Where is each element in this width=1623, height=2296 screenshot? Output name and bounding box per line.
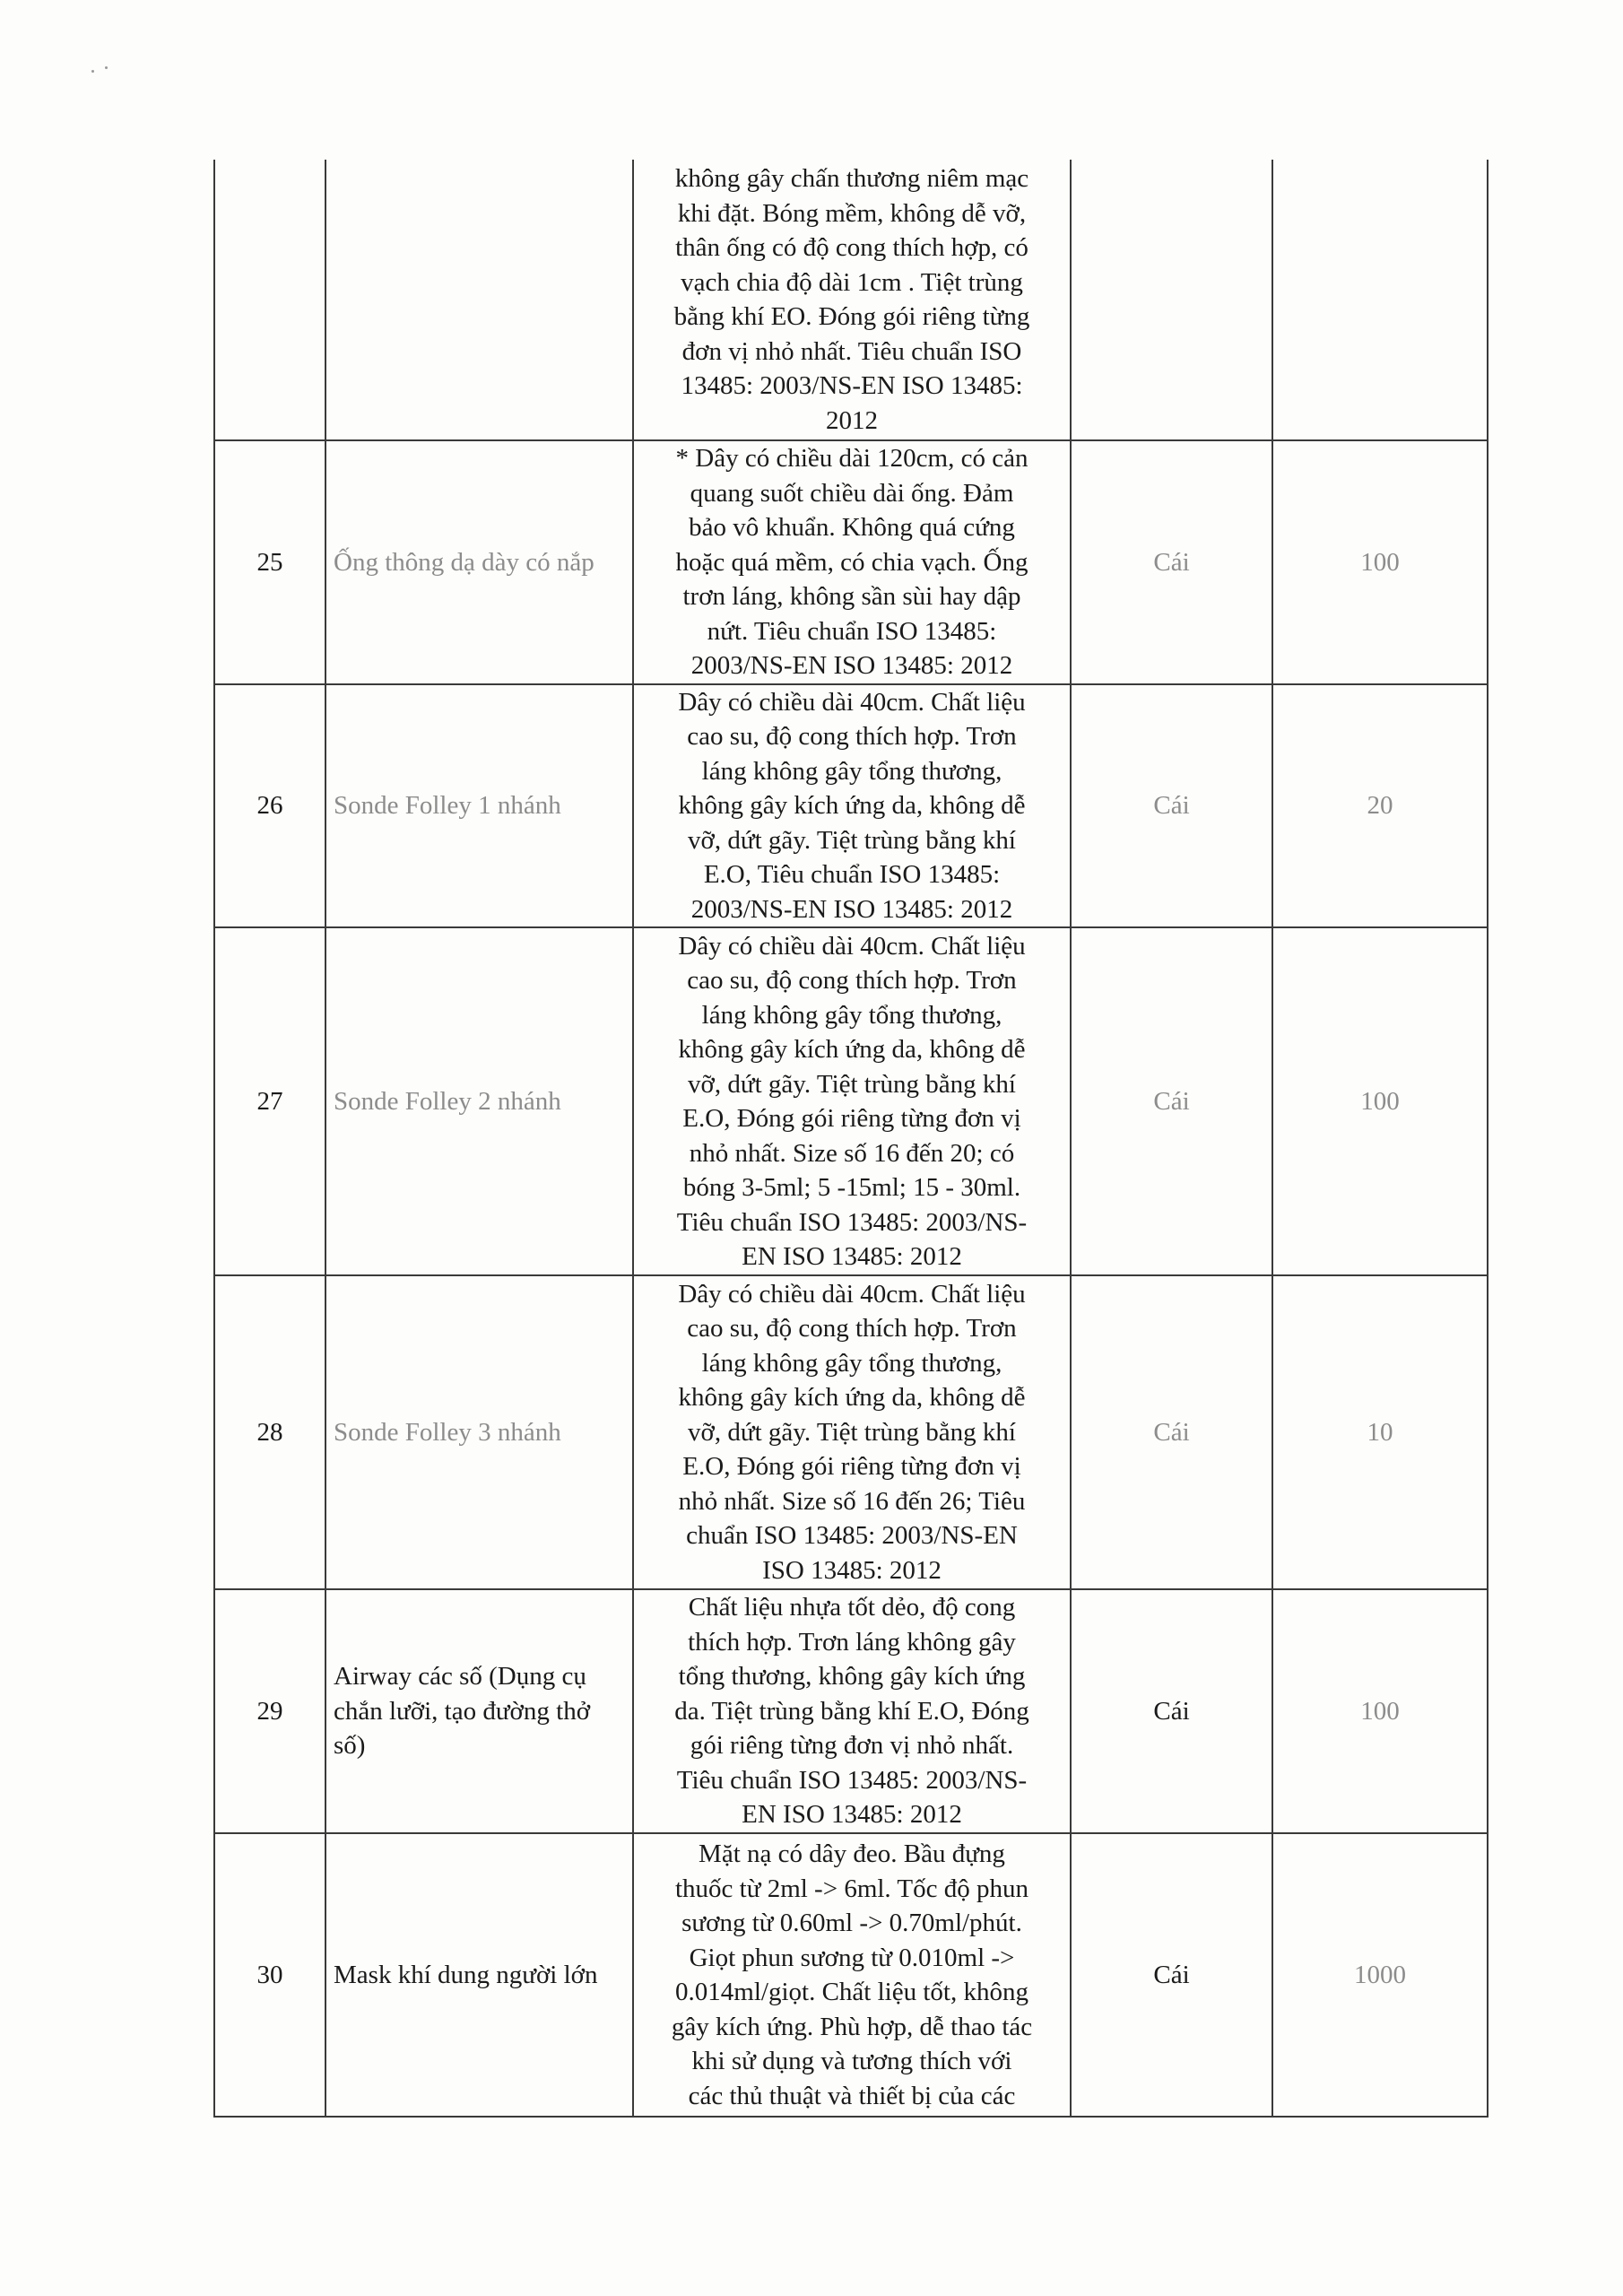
description-line: Dây có chiều dài 40cm. Chất liệu <box>678 931 1026 961</box>
row-number: 28 <box>214 1275 325 1589</box>
description-line: thích hợp. Trơn láng không gây <box>688 1627 1016 1657</box>
description-line: cao su, độ cong thích hợp. Trơn <box>687 1314 1017 1344</box>
description-line: ISO 13485: 2012 <box>762 1555 942 1585</box>
description-line: thân ống có độ cong thích hợp, có <box>675 233 1028 262</box>
table-row <box>214 927 1488 1275</box>
description-line: Dây có chiều dài 40cm. Chất liệu <box>678 1279 1026 1309</box>
description-line: đơn vị nhỏ nhất. Tiêu chuẩn ISO <box>681 336 1022 366</box>
description-line: nhỏ nhất. Size số 16 đến 26; Tiêu <box>678 1486 1026 1516</box>
row-number: 27 <box>214 927 325 1275</box>
unit-cell: Cái <box>1071 1275 1272 1589</box>
description-line: da. Tiệt trùng bằng khí E.O, Đóng <box>674 1696 1029 1726</box>
description-line: khi đặt. Bóng mềm, không dễ vỡ, <box>677 198 1027 228</box>
quantity-cell: 10 <box>1272 1275 1488 1589</box>
description-line: hoặc quá mềm, có chia vạch. Ống <box>675 547 1028 577</box>
quantity-cell: 20 <box>1272 684 1488 928</box>
unit-cell: Cái <box>1071 440 1272 684</box>
description-line: bóng 3-5ml; 5 -15ml; 15 - 30ml. <box>682 1173 1021 1202</box>
item-description <box>633 927 1071 1275</box>
description-line: láng không gây tổng thương, <box>701 756 1002 786</box>
description-line: E.O, Tiêu chuẩn ISO 13485: <box>703 860 1001 889</box>
description-line: cao su, độ cong thích hợp. Trơn <box>687 966 1017 995</box>
description-line: 0.014ml/giọt. Chất liệu tốt, không <box>675 1978 1028 2006</box>
item-name: Sonde Folley 2 nhánh <box>325 927 633 1275</box>
description-line: trơn láng, không sần sùi hay dập <box>682 582 1021 611</box>
item-name: Airway các số (Dụng cụ chắn lưỡi, tạo đường thở số) <box>325 1589 633 1833</box>
description-line: không gây chấn thương niêm mạc <box>674 164 1029 193</box>
description-line: không gây kích ứng da, không dễ <box>678 1383 1026 1413</box>
table-row <box>214 440 1488 684</box>
row-number: 25 <box>214 440 325 684</box>
table-row <box>214 160 1488 440</box>
quantity-cell: 100 <box>1272 927 1488 1275</box>
description-line: tổng thương, không gây kích ứng <box>678 1662 1026 1692</box>
row-number: 26 <box>214 684 325 928</box>
description-line: EN ISO 13485: 2012 <box>742 1800 962 1830</box>
description-line: Tiêu chuẩn ISO 13485: 2003/NS- <box>676 1765 1028 1795</box>
description-line: quang suốt chiều dài ống. Đảm <box>690 478 1014 508</box>
description-line: Dây có chiều dài 40cm. Chất liệu <box>678 687 1026 717</box>
table-row <box>214 684 1488 928</box>
row-number: 30 <box>214 1833 325 2117</box>
description-line: 2003/NS-EN ISO 13485: 2012 <box>690 651 1013 680</box>
unit-cell <box>1071 160 1272 440</box>
quantity-cell: 100 <box>1272 440 1488 684</box>
quantity-cell: 1000 <box>1272 1833 1488 2117</box>
description-line: chuẩn ISO 13485: 2003/NS-EN <box>686 1521 1018 1551</box>
description-line: Giọt phun sương từ 0.010ml -> <box>689 1943 1015 1972</box>
description-line: láng không gây tổng thương, <box>701 1348 1002 1378</box>
item-description <box>633 1833 1071 2117</box>
row-number: 29 <box>214 1589 325 1833</box>
description-line: bảo vô khuẩn. Không quá cứng <box>689 513 1015 542</box>
description-line: các thủ thuật và thiết bị của các <box>688 2081 1016 2110</box>
item-name: Mask khí dung người lớn <box>325 1833 633 2117</box>
description-line: Tiêu chuẩn ISO 13485: 2003/NS- <box>676 1207 1028 1237</box>
scan-speck <box>105 66 108 69</box>
quantity-cell: 100 <box>1272 1589 1488 1833</box>
description-line: Mặt nạ có dây đeo. Bầu đựng <box>699 1839 1005 1868</box>
description-line: thuốc từ 2ml -> 6ml. Tốc độ phun <box>674 1874 1028 1903</box>
description-line: gây kích ứng. Phù hợp, dễ thao tác <box>671 2012 1033 2041</box>
description-line: nhỏ nhất. Size số 16 đến 20; có <box>689 1138 1015 1168</box>
item-name <box>325 160 633 440</box>
unit-cell: Cái <box>1071 927 1272 1275</box>
description-line: E.O, Đóng gói riêng từng đơn vị <box>682 1452 1021 1482</box>
description-line: 2003/NS-EN ISO 13485: 2012 <box>690 894 1013 924</box>
description-line: vỡ, dứt gãy. Tiệt trùng bằng khí <box>688 1069 1016 1099</box>
description-line: không gây kích ứng da, không dễ <box>678 791 1026 820</box>
item-description <box>633 440 1071 684</box>
description-line: vỡ, dứt gãy. Tiệt trùng bằng khí <box>688 825 1016 855</box>
item-description <box>633 160 1071 440</box>
description-line: vạch chia độ dài 1cm . Tiệt trùng <box>681 267 1023 297</box>
description-line: 13485: 2003/NS-EN ISO 13485: <box>681 371 1023 400</box>
description-line: cao su, độ cong thích hợp. Trơn <box>687 722 1017 751</box>
description-line: * Dây có chiều dài 120cm, có cản <box>675 444 1028 473</box>
quantity-cell <box>1272 160 1488 440</box>
unit-cell: Cái <box>1071 684 1272 928</box>
table-row <box>214 1589 1488 1833</box>
description-line: vỡ, dứt gãy. Tiệt trùng bằng khí <box>688 1417 1016 1447</box>
item-name: Sonde Folley 3 nhánh <box>325 1275 633 1589</box>
description-line: không gây kích ứng da, không dễ <box>678 1035 1026 1064</box>
item-description <box>633 1275 1071 1589</box>
table-row <box>214 1833 1488 2117</box>
description-line: láng không gây tổng thương, <box>701 1000 1002 1030</box>
description-line: nứt. Tiêu chuẩn ISO 13485: <box>707 616 997 646</box>
description-line: bằng khí EO. Đóng gói riêng từng <box>673 302 1030 331</box>
description-line: Chất liệu nhựa tốt dẻo, độ cong <box>688 1593 1016 1622</box>
unit-cell: Cái <box>1071 1589 1272 1833</box>
description-line: EN ISO 13485: 2012 <box>742 1242 962 1271</box>
item-description <box>633 1589 1071 1833</box>
item-name: Ống thông dạ dày có nắp <box>325 440 633 684</box>
table-row <box>214 1275 1488 1589</box>
description-line: E.O, Đóng gói riêng từng đơn vị <box>682 1104 1021 1133</box>
description-line: sương từ 0.60ml -> 0.70ml/phút. <box>681 1909 1022 1937</box>
supply-spec-table <box>213 160 1488 2118</box>
scan-speck <box>91 70 94 73</box>
description-line: 2012 <box>826 405 878 435</box>
row-number <box>214 160 325 440</box>
item-name: Sonde Folley 1 nhánh <box>325 684 633 928</box>
description-line: gói riêng từng đơn vị nhỏ nhất. <box>690 1731 1014 1761</box>
description-line: khi sử dụng và tương thích với <box>691 2047 1012 2075</box>
item-description <box>633 684 1071 928</box>
unit-cell: Cái <box>1071 1833 1272 2117</box>
